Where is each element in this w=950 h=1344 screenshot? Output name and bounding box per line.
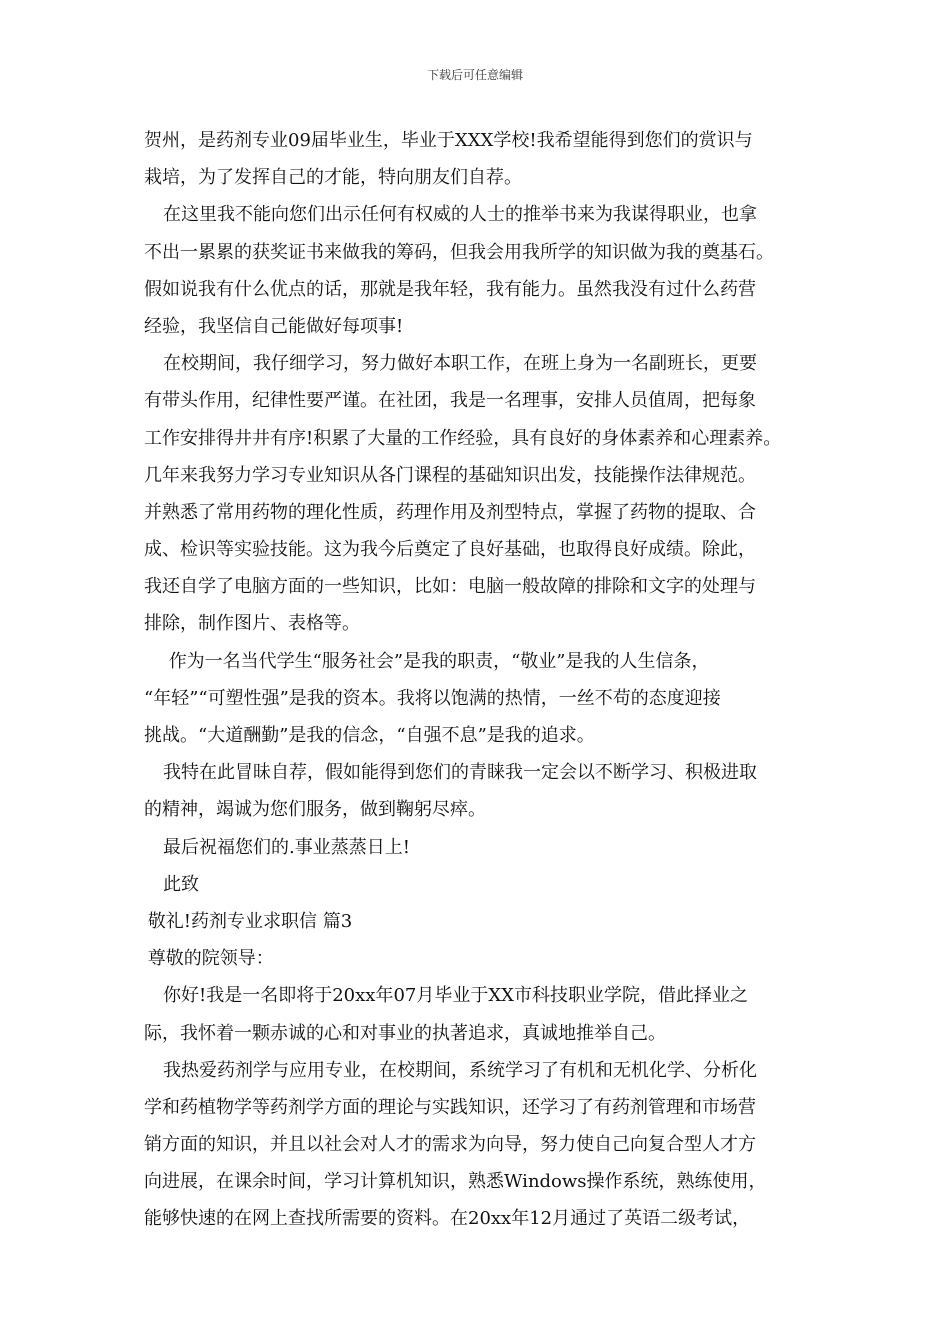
text-line: 销方面的知识，并且以社会对人才的需求为向导，努力使自己向复合型人才方 (144, 1134, 756, 1156)
text-line: 在校期间，我仔细学习，努力做好本职工作，在班上身为一名副班长，更要 (163, 353, 757, 375)
text-line: 假如说我有什么优点的话，那就是我年轻，我有能力。虽然我没有过什么药营 (144, 278, 756, 300)
text-line: 挑战。“大道酬勤”是我的信念，“自强不息”是我的追求。 (144, 725, 595, 746)
text-line: 敬礼!药剂专业求职信 篇3 (147, 910, 353, 932)
text-line: 在这里我不能向您们出示任何有权威的人士的推举书来为我谋得职业，也拿 (163, 204, 757, 226)
text-line: 栽培，为了发挥自己的才能，特向朋友们自荐。 (144, 167, 522, 189)
text-line: 成、检识等实验技能。这为我今后奠定了良好基础，也取得良好成绩。除此， (144, 539, 756, 561)
text-line: 经验，我坚信自己能做好每项事! (144, 315, 404, 337)
text-line: 际，我怀着一颗赤诚的心和对事业的执著追求，真诚地推举自己。 (144, 1022, 666, 1044)
text-line: 工作安排得井井有序!积累了大量的工作经验，具有良好的身体素养和心理素养。 (144, 427, 782, 449)
text-line: 作为一名当代学生“服务社会”是我的职责，“敬业”是我的人生信条， (168, 650, 710, 672)
document-body (144, 122, 824, 1238)
text-line: 贺州，是药剂专业09届毕业生，毕业于XXX学校!我希望能得到您们的赏识与 (144, 130, 753, 151)
text-line: 的精神，竭诚为您们服务，做到鞠躬尽瘁。 (144, 799, 486, 821)
text-line: 几年来我努力学习专业知识从各门课程的基础知识出发，技能操作法律规范。 (144, 464, 756, 486)
text-line: 学和药植物学等药剂学方面的理论与实践知识，还学习了有药剂管理和市场营 (144, 1096, 756, 1118)
text-line: 有带头作用，纪律性要严谨。在社团，我是一名理事，安排人员值周，把每象 (144, 390, 756, 412)
text-line: 排除，制作图片、表格等。 (144, 613, 360, 635)
text-line: 我特在此冒昧自荐，假如能得到您们的青睐我一定会以不断学习、积极进取 (163, 762, 757, 784)
text-line: 我还自学了电脑方面的一些知识，比如：电脑一般故障的排除和文字的处理与 (144, 576, 756, 598)
text-line: 我热爱药剂学与应用专业，在校期间，系统学习了有机和无机化学、分析化 (163, 1059, 757, 1081)
text-line: 向进展，在课余时间，学习计算机知识，熟悉Windows操作系统，熟练使用， (144, 1171, 767, 1193)
text-line: 并熟悉了常用药物的理化性质，药理作用及剂型特点，掌握了药物的提取、合 (144, 501, 756, 523)
text-line: 能够快速的在网上查找所需要的资料。在20xx年12月通过了英语二级考试， (144, 1208, 751, 1230)
text-line: 此致 (163, 873, 199, 895)
text-line: 最后祝福您们的.事业蒸蒸日上! (163, 836, 410, 858)
text-line: 你好!我是一名即将于20xx年07月毕业于XX市科技职业学院，借此择业之 (163, 985, 748, 1007)
page-header: 下载后可任意编辑 (426, 68, 523, 82)
text-line: 尊敬的院领导： (147, 948, 274, 970)
text-line: “年轻”“可塑性强”是我的资本。我将以饱满的热情，一丝不苟的态度迎接 (144, 687, 721, 709)
text-line: 不出一累累的获奖证书来做我的筹码，但我会用我所学的知识做为我的奠基石。 (144, 241, 774, 263)
